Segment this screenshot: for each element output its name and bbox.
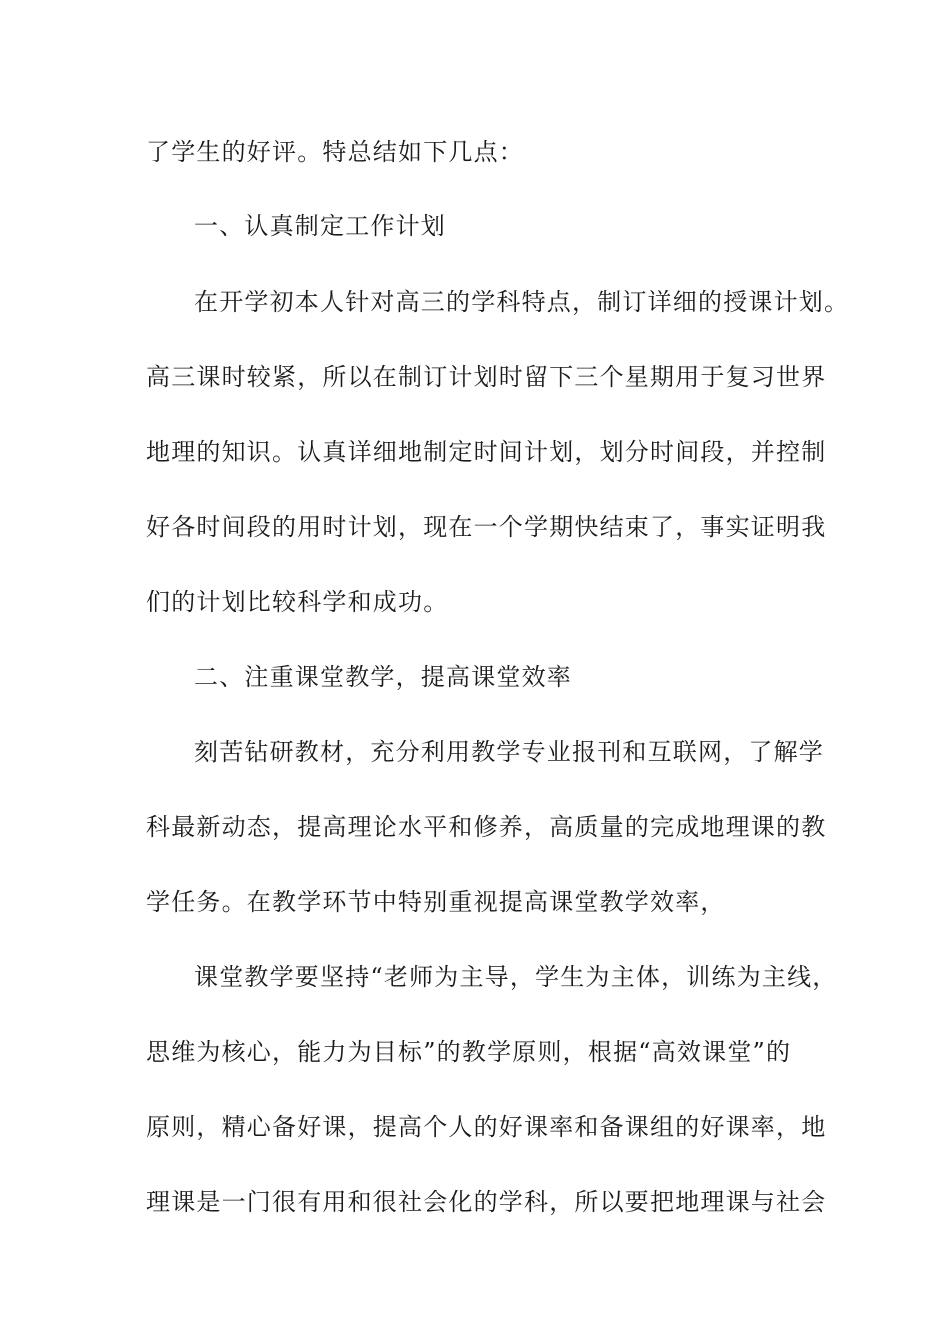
paragraph-line: 原则，精心备好课，提高个人的好课率和备课组的好课率，地 (146, 1113, 827, 1141)
paragraph-line: 地理的知识。认真详细地制定时间计划，划分时间段，并控制 (146, 438, 827, 466)
paragraph-line: 课堂教学要坚持“老师为主导，学生为主体，训练为主线， (194, 963, 838, 991)
paragraph-line: 们的计划比较科学和成功。 (146, 588, 449, 616)
paragraph-line: 好各时间段的用时计划，现在一个学期快结束了，事实证明我 (146, 513, 827, 541)
paragraph-line: 思维为核心，能力为目标”的教学原则，根据“高效课堂”的 (146, 1038, 792, 1066)
section-heading: 二、注重课堂教学，提高课堂效率 (194, 663, 572, 691)
paragraph-line: 刻苦钻研教材，充分利用教学专业报刊和互联网，了解学 (194, 738, 824, 766)
paragraph-line: 在开学初本人针对高三的学科特点，制订详细的授课计划。 (194, 288, 850, 316)
text-line: 了学生的好评。特总结如下几点： (146, 138, 524, 166)
paragraph-line: 理课是一门很有用和很社会化的学科，所以要把地理课与社会 (146, 1188, 827, 1216)
section-heading: 一、认真制定工作计划 (194, 212, 446, 240)
paragraph-line: 科最新动态，提高理论水平和修养，高质量的完成地理课的教 (146, 813, 827, 841)
paragraph-line: 高三课时较紧，所以在制订计划时留下三个星期用于复习世界 (146, 363, 827, 391)
paragraph-line: 学任务。在教学环节中特别重视提高课堂教学效率， (146, 888, 726, 916)
